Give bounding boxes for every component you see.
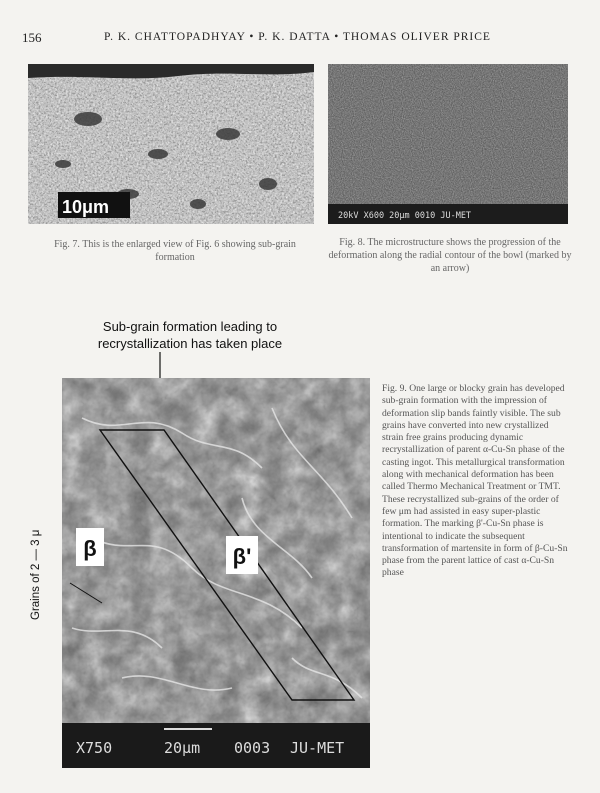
figure-8-micrograph [328,64,568,224]
figure-9-caption: Fig. 9. One large or blocky grain has developed sub-grain formation with the impression of deformation slip bands faintly visible. The sub grains have converted into new crystallized strain free grains producing dynamic recrystallization of parent α-Cu-Sn phase of the casting ingot. This metallurgical transformation along with mechanical deformation has been called Thermo Mechanical Treatment or TMT. These recrystallized sub-grains of the order of few μm had assisted in easy super-plastic formation. The marking β'-Cu-Sn phase is intentional to indicate the subsequent transformation of martensite in form of β-Cu-Sn phase from the parent lattice of cast α-Cu-Sn phase [382,383,568,579]
beta-label: β [83,536,97,561]
figure-9-callout: Sub-grain formation leading to recrystallization has taken place [97,319,283,351]
beta-prime-label: β' [232,544,252,569]
fig9-lab: JU-MET [290,739,345,757]
figure-7-micrograph [28,64,314,224]
fig9-sample-number: 0003 [234,739,271,757]
grains-size-label: Grains of 2 — 3 μ [30,529,42,620]
fig9-magnification: X750 [76,739,113,757]
fig9-scale-value: 20μm [164,739,201,757]
running-head: P. K. CHATTOPADHYAY • P. K. DATTA • THOMAS OLIVER PRICE [104,31,491,43]
fig7-scale-label: 10μm [62,197,110,217]
figure-7-caption: Fig. 7. This is the enlarged view of Fig. 6 showing sub-grain formation [54,239,296,263]
page-number: 156 [22,30,42,45]
page-header [0,30,600,50]
figure-8-caption: Fig. 8. The microstructure shows the progression of the deformation along the radial contour of the bowl (marked by an arrow) [328,237,572,274]
figure-9-micrograph [62,378,370,768]
fig8-scale-text: 20kV X600 20μm 0010 JU-MET [338,211,472,221]
